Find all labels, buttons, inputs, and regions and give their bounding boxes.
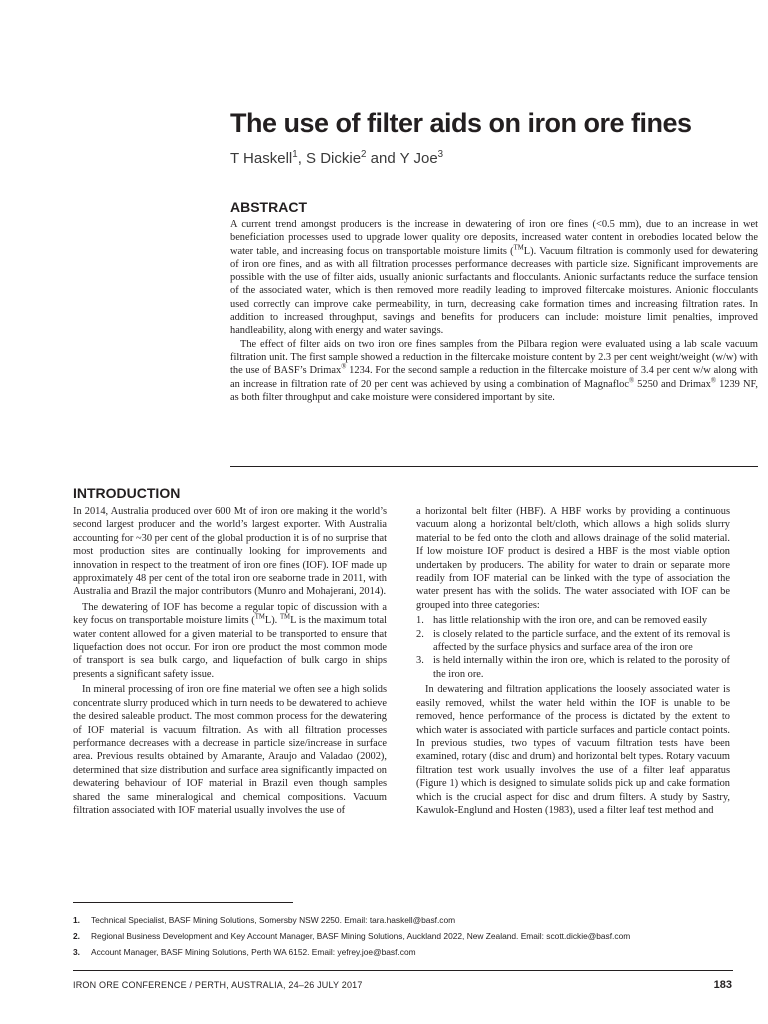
conference-footer: IRON ORE CONFERENCE / PERTH, AUSTRALIA, 24–26 JULY 2017 bbox=[73, 980, 363, 990]
abstract-divider bbox=[230, 466, 758, 467]
body-paragraph: In dewatering and filtration applications the loosely associated water is easily removed, whilst the water held within the IOF is unable to be removed, hence performance of the process is dictated by the extent to which water is associated with particle surfaces and particle contact points. In previous studies, two types of vacuum filtration tests have been examined, rotary (disc and drum) and horizontal belt types. Rotary vacuum filtration test work usually involves the use of a filter leaf apparatus (Figure 1) which is designed to simulate solids pick up and cake formation which is the crucial aspect for disc and drum filters. A study by Sastry, Kawulok-Englund and Hosten (1983), used a filter leaf test method and bbox=[416, 684, 730, 816]
author-list: T Haskell$^1$, S Dickie$^2$ and Y Joe$^3$ bbox=[230, 149, 444, 167]
body-paragraph: In mineral processing of iron ore fine material we often see a high solids concentrate slurry produced which in turn needs to be dewatered to achieve the desired saleable product. The most common process for the dewatering of IOF material is vacuum filtration. As with all filtration processes performance decreases with a decrease in particle size/increase in surface area. Previous results obtained by Amarante, Araujo and Valadao (2002), determined that size distribution and surface area significantly impacted on dewatering behaviour of IOF material in Brazil even though samples shared the same mineralogical and chemical compositions. Vacuum filtration associated with IOF material usually involves the use of bbox=[73, 684, 387, 816]
body-paragraph: a horizontal belt filter (HBF). A HBF works by providing a continuous vacuum along a horizontal belt/cloth, which allows a high solids slurry material to be fed onto the cloth and allows drainage of the solid material. If low moisture IOF product is desired a HBF is the most viable option undertaken by producers. The ability for water to drain or separate more readily from IOF material can be linked with the type of association the water present has with the solids. The water associated with IOF can be grouped into three categories: bbox=[416, 506, 730, 611]
abstract-paragraph: The effect of filter aids on two iron ore fines samples from the Pilbara region were evaluated using a lab scale vacuum filtration unit. The first sample showed a reduction in the filtercake moisture content by 2.3 per cent weight/weight (w/w) with the use of BASF’s Drimax® 1234. For the second sample a reduction in the filtercake moisture of 3.4 per cent w/w along with an increase in filtration rate of 20 per cent was achieved by using a combination of Magnafloc® 5250 and Drimax® 1239 NF, as both filter throughput and cake moisture were considered important by site. bbox=[230, 338, 758, 403]
footnote-number: 1. bbox=[73, 915, 80, 925]
footnote-text: Regional Business Development and Key Account Manager, BASF Mining Solutions, Auckland 2022, New Zealand. Email: scott.dickie@basf.com bbox=[91, 931, 631, 941]
list-text: has little relationship with the iron ore, and can be removed easily bbox=[433, 615, 708, 627]
list-item bbox=[416, 628, 730, 655]
page-number: 183 bbox=[713, 979, 732, 991]
footnote bbox=[73, 912, 733, 928]
body-paragraph: In 2014, Australia produced over 600 Mt of iron ore making it the world’s second largest producer and the world’s largest exporter. With Australia accounting for ~30 per cent of the global production it is of no surprise that most production sites are continually looking for improvements and innovation in respect to the treatment of iron ore fines (IOF). IOF made up approximately 48 per cent of the total iron ore seaborne trade in 2011, with Australia and Brazil the major contributors (Munro and Mohajerani, 2014). bbox=[73, 506, 387, 598]
footer-divider bbox=[73, 970, 733, 971]
list-text: is closely related to the particle surface, and the extent of its removal is affected by the surface physics and surface area of the iron ore bbox=[433, 628, 730, 654]
footnote-text: Technical Specialist, BASF Mining Solutions, Somersby NSW 2250. Email: tara.haskell@basf.com bbox=[91, 915, 456, 925]
list-text: is held internally within the iron ore, which is related to the porosity of the iron ore. bbox=[433, 655, 730, 680]
body-column-right bbox=[416, 505, 730, 897]
footnote-divider bbox=[73, 902, 293, 903]
introduction-heading: INTRODUCTION bbox=[73, 485, 181, 501]
abstract-paragraph: A current trend amongst producers is the increase in dewatering of iron ore fines (<0.5 mm), due to an increase in wet beneficiation processes used to upgrade lower quality ore deposits, increased water content in orebodies located below the water table, and increasing focus on transportable moisture limits (™L). Vacuum filtration is commonly used for dewatering of iron ore fines, and as with all filtration processes performance decreases with particle size. Significant improvements are possible with the use of filter aids, usually anionic surfactants and flocculants. Anionic surfactants reduce the surface tension of the associated water, which is then removed more readily leading to improved filtercake moistures. Anionic flocculants used correctly can improve cake permeability, in turn, decreasing cake formation times and increasing filtration rates. In addition to increased throughput, savings and benefits for producers can include: moisture limit penalties, improved handleability, along with energy and water savings. bbox=[230, 219, 758, 337]
footnote bbox=[73, 928, 733, 944]
footnote-text: Account Manager, BASF Mining Solutions, Perth WA 6152. Email: yefrey.joe@basf.com bbox=[91, 947, 416, 957]
list-number: 2. bbox=[416, 628, 424, 640]
footnote-number: 2. bbox=[73, 931, 80, 941]
footnotes bbox=[73, 912, 733, 960]
footnote-number: 3. bbox=[73, 947, 80, 957]
footnote bbox=[73, 944, 733, 960]
list-number: 1. bbox=[416, 615, 424, 627]
list-item bbox=[416, 614, 730, 627]
paper-title: The use of filter aids on iron ore fines bbox=[230, 108, 692, 138]
water-category-list bbox=[416, 614, 730, 681]
list-item bbox=[416, 654, 730, 681]
body-column-left bbox=[73, 505, 387, 897]
abstract-heading: ABSTRACT bbox=[230, 199, 307, 215]
abstract-body bbox=[230, 218, 758, 448]
list-number: 3. bbox=[416, 655, 424, 667]
body-paragraph: The dewatering of IOF has become a regular topic of discussion with a key focus on transportable moisture limits (™L). ™L is the maximum total water content allowed for a given material to be transported to ensure that liquefaction does not occur. For iron ore product the most common mode of transport is sea bulk cargo, and liquefaction of bulk cargo in ships presents a significant safety issue. bbox=[73, 601, 387, 680]
